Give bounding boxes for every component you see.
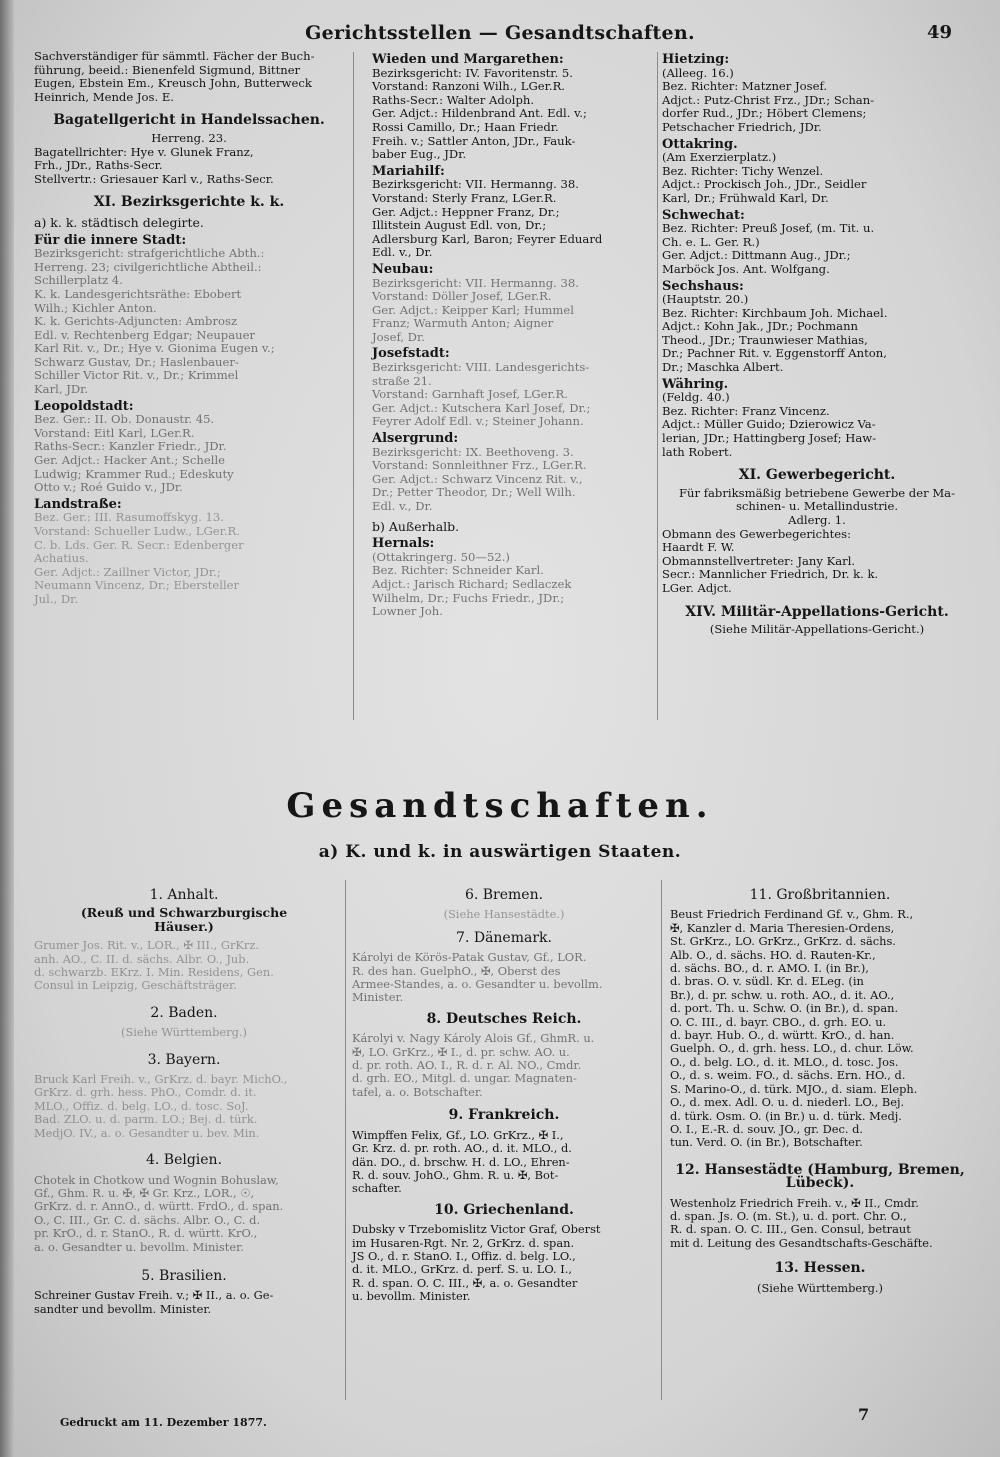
neubau-heading: Neubau: — [372, 261, 434, 277]
militaer-note: (Siehe Militär-Appellations-Gericht.) — [709, 622, 925, 637]
entry-heading: 3. Bayern. — [147, 1051, 221, 1068]
page-header-title: Gerichtsstellen — Gesandtschaften. — [305, 22, 695, 44]
signature-mark: 7 — [858, 1405, 870, 1424]
schwechat-heading: Schwechat: — [662, 207, 745, 223]
entry-text: (Siehe Württemberg.) — [121, 1025, 247, 1040]
entry-heading: 9. Frankreich. — [448, 1107, 560, 1124]
district-courts-subheading: a) k. k. städtisch delegirte. — [34, 214, 204, 230]
mariahilf-entries: Bezirksgericht: VII. Hermanng. 38. Vorstand: Sterly Franz, LGer.R. Ger. Adjct.: Heppner Franz, Dr.; Illitstein August Edl. von, Dr.; Adlersburg Karl, Baron; Feyrer Eduard Edl. v., Dr. — [372, 177, 603, 260]
mariahilf-heading: Mariahilf: — [372, 163, 445, 179]
bagatell-entries: Bagatellrichter: Hye v. Glunek Franz, Frh., JDr., Raths-Secr. Stellvertr.: Griesauer Karl v., Raths-Secr. — [34, 144, 274, 186]
gewerbegericht-address: Adlerg. 1. — [788, 513, 846, 527]
bagatell-heading: Bagatellgericht in Handelssachen. — [53, 112, 325, 129]
entry-text: (Siehe Württemberg.) — [757, 1280, 883, 1295]
leopoldstadt-heading: Leopoldstadt: — [34, 398, 134, 414]
entry-text: Westenholz Friedrich Freih. v., ✠ II., Cmdr. d. span. Js. O. (m. St.), u. d. port. Chr. O., R. d. span. O. C. III., Gen. Consul, betraut mit d. Leitung des Gesandtschafts-Geschäfte. — [670, 1195, 933, 1250]
column-divider — [353, 52, 354, 720]
entry-heading: 1. Anhalt. — [149, 887, 219, 903]
embassies-column-right — [670, 885, 970, 1295]
district-courts-heading: XI. Bezirksgerichte k. k. — [93, 194, 285, 211]
landstrasse-entries: Bez. Ger.: III. Rasumoffskyg. 13. Vorstand: Schueller Ludw., LGer.R. C. b. Lds. Ger. R. Secr.: Edenberger Achatius. Ger. Adjct.: Zaillner Victor, JDr.; Neumann Vincenz, Dr.; Ebersteller Jul., Dr. — [34, 510, 244, 606]
entry-heading: 13. Hessen. — [774, 1260, 866, 1277]
experts-paragraph: Sachverständiger für sämmtl. Fächer der Buch- führung, beeid.: Bienenfeld Sigmund, Bittner Eugen, Ebstein Em., Kreusch John, Butterweck Heinrich, Mende Jos. E. — [34, 49, 315, 104]
innere-stadt-entries: Bezirksgericht: strafgerichtliche Abth.: Herreng. 23; civilgerichtliche Abtheil.: Schillerplatz 4. K. k. Landesgerichtsräthe: Ebobert Wilh.; Kichler Anton. K. k. Gerichts-Adjuncten: Ambrosz Edl. v. Rechtenberg Edgar; Neupauer Karl Rit. v., Dr.; Hye v. Gionima Eugen v.; Schwarz Gustav, Dr.; Haslenbauer- Schiller Victor Rit. v., Dr.; Krimmel Karl, JDr. — [34, 246, 275, 397]
josefstadt-entries: Bezirksgericht: VIII. Landesgerichts- straße 21. Vorstand: Garnhaft Josef, LGer.R. Ger. Adjct.: Kutschera Karl Josef, Dr.; Feyrer Adolf Edl. v.; Steiner Johann. — [372, 360, 591, 429]
entry-heading: 6. Bremen. — [464, 887, 544, 903]
entry-heading: 5. Brasilien. — [141, 1267, 227, 1284]
entry-subheading: (Reuß und Schwarzburgische Häuser.) — [80, 905, 288, 934]
waehring-entries: (Feldg. 40.) Bez. Richter: Franz Vincenz. Adjct.: Müller Guido; Dzierowicz Va- lerian, JDr.; Hattingberg Josef; Haw- lath Robert. — [662, 390, 877, 459]
josefstadt-heading: Josefstadt: — [372, 346, 450, 362]
gewerbegericht-entries: Obmann des Gewerbegerichtes: Haardt F. W. Obmannstellvertreter: Jany Karl. Secr.: Mannlicher Friedrich, Dr. k. k. LGer. Adjct. — [662, 526, 879, 595]
entry-text: Károlyi v. Nagy Károly Alois Gf., GhmR. u. ✠, LO. GrKrz., ✠ I., d. pr. schw. AO. u. d. pr. roth. AO. I., R. d. r. Al. NO., Cmdr. d. grh. EO., Mitgl. d. ungar. Magnaten- tafel, a. o. Botschafter. — [352, 1031, 595, 1099]
entry-text: Dubsky v Trzebomislitz Victor Graf, Oberst im Husaren-Rgt. Nr. 2, GrKrz. d. span. JS O., d. r. StanO. I., Offiz. d. belg. LO., d. it. MLO., GrKrz. d. perf. S. u. LO. I., R. d. span. O. C. III., ✠, a. o. Gesandter u. bevollm. Minister. — [352, 1222, 601, 1304]
entry-heading: 10. Griechenland. — [434, 1201, 574, 1218]
bagatell-address: Herreng. 23. — [151, 130, 227, 145]
wieden-heading: Wieden und Margarethen: — [372, 52, 564, 67]
leopoldstadt-entries: Bez. Ger.: II. Ob. Donaustr. 45. Vorstand: Eitl Karl, LGer.R. Raths-Secr.: Kanzler Friedr., JDr. Ger. Adjct.: Hacker Ant.; Schelle Ludwig; Krammer Rud.; Edeskuty Otto v.; Roé Guido v., JDr. — [34, 412, 234, 495]
entry-heading: 2. Baden. — [150, 1004, 218, 1021]
ottakring-entries: (Am Exerzierplatz.) Bez. Richter: Tichy Wenzel. Adjct.: Prockisch Joh., JDr., Seidler Karl, Dr.; Frühwald Karl, Dr. — [662, 150, 867, 205]
entry-heading: 8. Deutsches Reich. — [426, 1010, 582, 1027]
waehring-heading: Währing. — [662, 376, 729, 392]
printed-date: Gedruckt am 11. Dezember 1877. — [60, 1416, 267, 1429]
entry-text: Bruck Karl Freih. v., GrKrz. d. bayr. MichO., GrKrz. d. grh. hess. PhO., Comdr. d. it. MLO., Offiz. d. belg. LO., d. tosc. SoJ. Bad. ZLO. u. d. parm. LO.; Bej. d. türk. MedjO. IV., a. o. Gesandter u. bev. Min. — [34, 1072, 288, 1140]
embassies-column-left — [34, 885, 334, 1316]
gewerbegericht-heading: XI. Gewerbegericht. — [738, 467, 896, 484]
entry-heading: 12. Hansestädte (Hamburg, Bremen, Lübeck). — [675, 1161, 965, 1192]
embassies-column-middle — [352, 885, 656, 1304]
alsergrund-heading: Alsergrund: — [372, 431, 459, 447]
page-number: 49 — [926, 22, 952, 43]
entry-heading: 11. Großbritannien. — [749, 887, 891, 903]
hietzing-entries: (Alleeg. 16.) Bez. Richter: Matzner Josef. Adjct.: Putz-Christ Frz., JDr.; Schan- dorfer Rud., JDr.; Höbert Clemens; Petschacher Friedrich, JDr. — [662, 65, 875, 134]
entry-heading: 7. Dänemark. — [456, 929, 552, 946]
section-title: Gesandtschaften. — [286, 786, 714, 826]
gewerbegericht-intro: Für fabriksmäßig betriebene Gewerbe der Ma- schinen- u. Metallindustrie. — [678, 485, 956, 514]
courts-column-left — [34, 50, 344, 607]
courts-column-right — [662, 50, 972, 637]
sechshaus-heading: Sechshaus: — [662, 278, 744, 294]
militaer-heading: XIV. Militär-Appellations-Gericht. — [685, 603, 949, 620]
entry-text: Beust Friedrich Ferdinand Gf. v., Ghm. R., ✠, Kanzler d. Maria Theresien-Ordens, St. GrKrz., LO. GrKrz., GrKrz. d. sächs. Alb. O., d. sächs. HO. d. Rauten-Kr., d. sächs. BO., d. r. AMO. I. (in Br.), d. bras. O. v. südl. Kr. d. ELeg. (in Br.), d. pr. schw. u. roth. AO., d. it. AO., d. port. Th. u. Schw. O. (in Br.), d. span. O. C. III., d. bayr. CBO., d. grh. EO. u. d. bayr. Hub. O., d. württ. KrO., d. han. Guelph. O., d. grh. hess. LO., d. chur. Löw. O., d. belg. LO., d. it. MLO., d. tosc. Jos. O., d. s. weim. FO., d. sächs. Ern. HO., d. S. Marino-O., d. türk. MJO., d. siam. Eleph. O., d. mex. Adl. O. u. d. niederl. LO., Bej. d. türk. Osm. O. (in Br.) u. d. türk. Medj. O. I., E.-R. d. souv. JO., gr. Dec. d. tun. Verd. O. (in Br.), Botschafter. — [670, 907, 918, 1150]
ottakring-heading: Ottakring. — [662, 136, 738, 152]
hietzing-heading: Hietzing: — [662, 52, 730, 67]
entry-text: (Siehe Hansestädte.) — [443, 907, 565, 922]
section-subtitle: a) K. und k. in auswärtigen Staaten. — [318, 842, 682, 862]
entry-text: Wimpffen Felix, Gf., LO. GrKrz., ✠ I., Gr. Krz. d. pr. roth. AO., d. it. MLO., d. dän. DO., d. brschw. H. d. LO., Ehren- R. d. souv. JohO., Ghm. R. u. ✠, Bot- schafter. — [352, 1127, 572, 1196]
sechshaus-entries: (Hauptstr. 20.) Bez. Richter: Kirchbaum Joh. Michael. Adjct.: Kohn Jak., JDr.; Pochmann Theod., JDr.; Traunwieser Mathias, Dr.; Pachner Rit. v. Eggenstorff Anton, Dr.; Maschka Albert. — [662, 292, 888, 375]
column-divider — [345, 880, 346, 1400]
scan-edge-shadow — [0, 0, 14, 1457]
landstrasse-heading: Landstraße: — [34, 496, 122, 512]
courts-column-middle — [372, 50, 652, 619]
hernals-entries: (Ottakringerg. 50—52.) Bez. Richter: Schneider Karl. Adjct.: Jarisch Richard; Sedlaczek Wilhelm, Dr.; Fuchs Friedr., JDr.; Lowner Joh. — [372, 549, 572, 619]
schwechat-entries: Bez. Richter: Preuß Josef, (m. Tit. u. Ch. e. L. Ger. R.) Ger. Adjct.: Dittmann Aug., JDr.; Marböck Jos. Ant. Wolfgang. — [662, 221, 875, 276]
entry-text: Chotek in Chotkow und Wognin Bohuslaw, Gf., Ghm. R. u. ✠, ✠ Gr. Krz., LOR., ☉, GrKrz. d. r. AnnO., d. württ. FrdO., d. span. O., C. III., Gr. C. d. sächs. Albr. O., C. d. pr. KrO., d. r. StanO., R. d. württ. KrO., a. o. Gesandter u. bevollm. Minister. — [34, 1172, 284, 1254]
innere-stadt-heading: Für die innere Stadt: — [34, 232, 187, 248]
neubau-entries: Bezirksgericht: VII. Hermanng. 38. Vorstand: Döller Josef, LGer.R. Ger. Adjct.: Keipper Karl; Hummel Franz; Warmuth Anton; Aigner Josef, Dr. — [372, 275, 579, 344]
entry-text: Schreiner Gustav Freih. v.; ✠ II., a. o. Ge- sandter und bevollm. Minister. — [34, 1288, 274, 1316]
wieden-entries: Bezirksgericht: IV. Favoritenstr. 5. Vorstand: Ranzoni Wilh., LGer.R. Raths-Secr.: Walter Adolph. Ger. Adjct.: Hildenbrand Ant. Edl. v.; Rossi Camillo, Dr.; Haan Friedr. Freih. v.; Sattler Anton, JDr., Fauk- baber Eug., JDr. — [372, 65, 587, 162]
entry-text: Grumer Jos. Rit. v., LOR., ✠ III., GrKrz. anh. AO., C. II. d. sächs. Albr. O., Jub. d. schwarzb. EKrz. I. Min. Residens, Gen. Consul in Leipzig, Geschäftsträger. — [34, 938, 274, 993]
alsergrund-entries: Bezirksgericht: IX. Beethoveng. 3. Vorstand: Sonnleithner Frz., LGer.R. Ger. Adjct.: Schwarz Vincenz Rit. v., Dr.; Petter Theodor, Dr.; Well Wilh. Edl. v., Dr. — [372, 444, 587, 513]
entry-text: Károlyi de Körös-Patak Gustav, Gf., LOR. R. des han. GuelphO., ✠, Oberst des Armee-Standes, a. o. Gesandter u. bevollm. Minister. — [352, 950, 603, 1005]
ausserhalb-heading: b) Außerhalb. — [372, 518, 460, 534]
hernals-heading: Hernals: — [372, 536, 435, 552]
column-divider — [657, 52, 658, 720]
column-divider — [661, 880, 662, 1400]
entry-heading: 4. Belgien. — [145, 1152, 223, 1169]
